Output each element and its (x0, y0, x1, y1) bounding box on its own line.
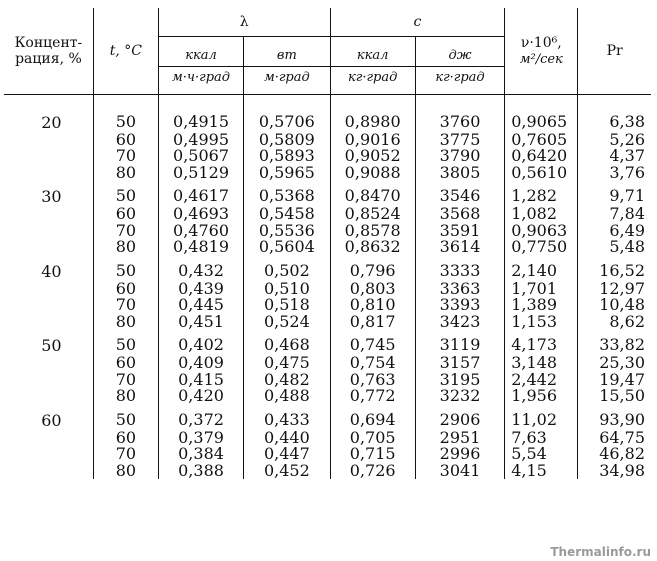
c-kcal-cell: 0,8632 (330, 239, 415, 256)
table-row (4, 113, 651, 132)
pr-cell: 16,52 (578, 262, 651, 281)
c-kcal-cell: 0,9052 (330, 148, 415, 165)
pr-cell: 64,75 (578, 430, 651, 447)
table-header (4, 8, 651, 94)
temperature-cell: 60 (93, 430, 158, 447)
table-row (4, 430, 651, 447)
nu-cell: 7,63 (505, 430, 578, 447)
pr-cell: 9,71 (578, 187, 651, 206)
nu-cell: 2,442 (505, 372, 578, 389)
c-j-cell: 3157 (415, 355, 504, 372)
lambda-kcal-cell: 0,415 (158, 372, 243, 389)
nu-cell: 1,082 (505, 206, 578, 223)
lambda-w-cell: 0,5809 (244, 132, 330, 149)
temperature-cell: 60 (93, 355, 158, 372)
table-row (4, 239, 651, 256)
concentration-header-line2: рация, % (15, 50, 82, 67)
temperature-cell: 70 (93, 297, 158, 314)
concentration-cell (4, 223, 93, 240)
nu-cell: 4,173 (505, 336, 578, 355)
concentration-cell (4, 446, 93, 463)
temperature-cell: 60 (93, 206, 158, 223)
lambda-kcal-cell: 0,409 (158, 355, 243, 372)
pr-cell: 6,38 (578, 113, 651, 132)
c-j-cell: 3805 (415, 165, 504, 182)
temperature-cell: 50 (93, 336, 158, 355)
pr-header: Pr (578, 8, 651, 94)
table-row (4, 314, 651, 331)
lambda-w-cell: 0,452 (244, 463, 330, 480)
c-kcal-cell: 0,754 (330, 355, 415, 372)
c-j-cell: 3614 (415, 239, 504, 256)
table-row (4, 411, 651, 430)
c-kcal-cell: 0,796 (330, 262, 415, 281)
nu-cell: 0,6420 (505, 148, 578, 165)
pr-cell: 12,97 (578, 281, 651, 298)
lambda-kcal-cell: 0,388 (158, 463, 243, 480)
c-kcal-header (330, 36, 415, 94)
lambda-kcal-cell: 0,439 (158, 281, 243, 298)
concentration-cell: 60 (41, 410, 62, 430)
c-kcal-cell: 0,803 (330, 281, 415, 298)
pr-cell: 15,50 (578, 388, 651, 405)
lambda-kcal-cell: 0,432 (158, 262, 243, 281)
pr-cell: 34,98 (578, 463, 651, 480)
pr-cell: 46,82 (578, 446, 651, 463)
table-row (4, 388, 651, 405)
concentration-cell (4, 206, 93, 223)
group-spacer (4, 94, 651, 113)
temperature-cell: 80 (93, 463, 158, 480)
lambda-w-cell: 0,447 (244, 446, 330, 463)
table-row (4, 262, 651, 281)
table-row (4, 165, 651, 182)
lambda-kcal-cell: 0,4693 (158, 206, 243, 223)
c-kcal-cell: 0,763 (330, 372, 415, 389)
lambda-w-cell: 0,5965 (244, 165, 330, 182)
nu-cell: 0,7605 (505, 132, 578, 149)
nu-cell: 1,282 (505, 187, 578, 206)
c-j-cell: 3775 (415, 132, 504, 149)
c-j-cell: 3232 (415, 388, 504, 405)
pr-cell: 3,76 (578, 165, 651, 182)
lambda-kcal-cell: 0,4760 (158, 223, 243, 240)
nu-cell: 0,5610 (505, 165, 578, 182)
c-j-cell: 3546 (415, 187, 504, 206)
table-row (4, 446, 651, 463)
pr-cell: 19,47 (578, 372, 651, 389)
lambda-w-denominator: м·град (263, 69, 310, 85)
lambda-kcal-cell: 0,420 (158, 388, 243, 405)
c-j-cell: 2951 (415, 430, 504, 447)
lambda-w-cell: 0,5458 (244, 206, 330, 223)
pr-cell: 33,82 (578, 336, 651, 355)
c-j-cell: 3393 (415, 297, 504, 314)
pr-cell: 4,37 (578, 148, 651, 165)
lambda-kcal-denominator: м·ч·град (172, 69, 231, 85)
pr-cell: 6,49 (578, 223, 651, 240)
temperature-cell: 50 (93, 113, 158, 132)
c-j-cell: 3041 (415, 463, 504, 480)
c-j-cell: 3119 (415, 336, 504, 355)
lambda-kcal-cell: 0,384 (158, 446, 243, 463)
temperature-cell: 80 (93, 239, 158, 256)
temperature-cell: 50 (93, 187, 158, 206)
concentration-header-line1: Концент- (14, 34, 83, 51)
temperature-cell: 60 (93, 132, 158, 149)
nu-cell: 1,956 (505, 388, 578, 405)
concentration-cell: 50 (41, 336, 62, 355)
concentration-cell (4, 430, 93, 447)
temperature-header: t, °C (93, 8, 158, 94)
c-kcal-numerator: ккал (331, 46, 415, 67)
c-kcal-cell: 0,715 (330, 446, 415, 463)
lambda-w-cell: 0,510 (244, 281, 330, 298)
temperature-cell: 80 (93, 388, 158, 405)
c-kcal-cell: 0,817 (330, 314, 415, 331)
c-kcal-denominator: кг·град (347, 69, 398, 85)
pr-cell: 7,84 (578, 206, 651, 223)
concentration-header (4, 8, 93, 94)
lambda-kcal-cell: 0,4819 (158, 239, 243, 256)
pr-cell: 25,30 (578, 355, 651, 372)
c-j-denominator: кг·град (435, 69, 485, 85)
c-kcal-cell: 0,810 (330, 297, 415, 314)
lambda-w-cell: 0,440 (244, 430, 330, 447)
temperature-cell: 60 (93, 281, 158, 298)
lambda-w-header (244, 36, 330, 94)
lambda-kcal-cell: 0,379 (158, 430, 243, 447)
temperature-cell: 50 (93, 262, 158, 281)
c-j-numerator: дж (416, 46, 504, 67)
table-row (4, 463, 651, 480)
c-kcal-cell: 0,745 (330, 336, 415, 355)
nu-header-units: м²/сек (519, 51, 563, 67)
c-j-cell: 3760 (415, 113, 504, 132)
lambda-w-cell: 0,475 (244, 355, 330, 372)
nu-cell: 1,389 (505, 297, 578, 314)
pr-cell: 93,90 (578, 411, 651, 430)
temperature-cell: 70 (93, 223, 158, 240)
c-j-cell: 3363 (415, 281, 504, 298)
lambda-w-cell: 0,5604 (244, 239, 330, 256)
c-kcal-cell: 0,8470 (330, 187, 415, 206)
lambda-header: λ (158, 8, 330, 36)
lambda-kcal-cell: 0,5067 (158, 148, 243, 165)
c-kcal-cell: 0,8578 (330, 223, 415, 240)
concentration-cell: 40 (41, 261, 62, 281)
lambda-w-numerator: вт (244, 46, 329, 67)
nu-cell: 0,7750 (505, 239, 578, 256)
nu-cell: 1,701 (505, 281, 578, 298)
c-kcal-cell: 0,8980 (330, 113, 415, 132)
concentration-cell (4, 372, 93, 389)
nu-cell: 0,9063 (505, 223, 578, 240)
lambda-kcal-header (158, 36, 243, 94)
temperature-cell: 80 (93, 165, 158, 182)
lambda-w-cell: 0,518 (244, 297, 330, 314)
concentration-cell (4, 148, 93, 165)
c-kcal-cell: 0,8524 (330, 206, 415, 223)
c-j-header (415, 36, 504, 94)
lambda-kcal-cell: 0,402 (158, 336, 243, 355)
nu-cell: 5,54 (505, 446, 578, 463)
watermark: Thermalinfo.ru (550, 545, 651, 559)
nu-cell: 0,9065 (505, 113, 578, 132)
temperature-cell: 80 (93, 314, 158, 331)
c-kcal-cell: 0,705 (330, 430, 415, 447)
nu-cell: 2,140 (505, 262, 578, 281)
concentration-cell (4, 463, 93, 480)
temperature-cell: 70 (93, 372, 158, 389)
nu-header (505, 8, 578, 94)
table-body (4, 94, 651, 479)
lambda-kcal-cell: 0,5129 (158, 165, 243, 182)
concentration-cell (4, 165, 93, 182)
c-j-cell: 3195 (415, 372, 504, 389)
temperature-cell: 70 (93, 148, 158, 165)
lambda-w-cell: 0,488 (244, 388, 330, 405)
concentration-cell (4, 281, 93, 298)
concentration-cell (4, 388, 93, 405)
c-j-cell: 3790 (415, 148, 504, 165)
nu-header-label: ν·10⁶, (520, 34, 562, 51)
lambda-kcal-cell: 0,445 (158, 297, 243, 314)
pr-cell: 8,62 (578, 314, 651, 331)
c-j-cell: 3568 (415, 206, 504, 223)
lambda-w-cell: 0,5368 (244, 187, 330, 206)
c-kcal-cell: 0,694 (330, 411, 415, 430)
nu-cell: 3,148 (505, 355, 578, 372)
lambda-kcal-cell: 0,372 (158, 411, 243, 430)
lambda-w-cell: 0,433 (244, 411, 330, 430)
c-j-cell: 2996 (415, 446, 504, 463)
concentration-cell (4, 239, 93, 256)
pr-cell: 5,26 (578, 132, 651, 149)
properties-table (4, 8, 651, 479)
lambda-w-cell: 0,524 (244, 314, 330, 331)
lambda-w-cell: 0,5536 (244, 223, 330, 240)
lambda-w-cell: 0,5706 (244, 113, 330, 132)
concentration-cell (4, 355, 93, 372)
c-kcal-cell: 0,9088 (330, 165, 415, 182)
concentration-cell: 30 (41, 187, 62, 206)
concentration-cell: 20 (41, 112, 62, 132)
c-kcal-cell: 0,726 (330, 463, 415, 480)
lambda-kcal-cell: 0,4995 (158, 132, 243, 149)
c-kcal-cell: 0,9016 (330, 132, 415, 149)
c-kcal-cell: 0,772 (330, 388, 415, 405)
concentration-cell (4, 297, 93, 314)
concentration-cell (4, 314, 93, 331)
temperature-cell: 50 (93, 411, 158, 430)
lambda-kcal-cell: 0,4617 (158, 187, 243, 206)
c-j-cell: 2906 (415, 411, 504, 430)
lambda-kcal-cell: 0,4915 (158, 113, 243, 132)
lambda-w-cell: 0,502 (244, 262, 330, 281)
lambda-kcal-cell: 0,451 (158, 314, 243, 331)
pr-cell: 10,48 (578, 297, 651, 314)
lambda-w-cell: 0,468 (244, 336, 330, 355)
lambda-w-cell: 0,5893 (244, 148, 330, 165)
temperature-cell: 70 (93, 446, 158, 463)
nu-cell: 4,15 (505, 463, 578, 480)
lambda-kcal-numerator: ккал (159, 46, 243, 67)
lambda-w-cell: 0,482 (244, 372, 330, 389)
concentration-cell (4, 132, 93, 149)
nu-cell: 1,153 (505, 314, 578, 331)
nu-cell: 11,02 (505, 411, 578, 430)
c-header: c (330, 8, 505, 36)
c-j-cell: 3423 (415, 314, 504, 331)
c-j-cell: 3333 (415, 262, 504, 281)
pr-cell: 5,48 (578, 239, 651, 256)
c-j-cell: 3591 (415, 223, 504, 240)
